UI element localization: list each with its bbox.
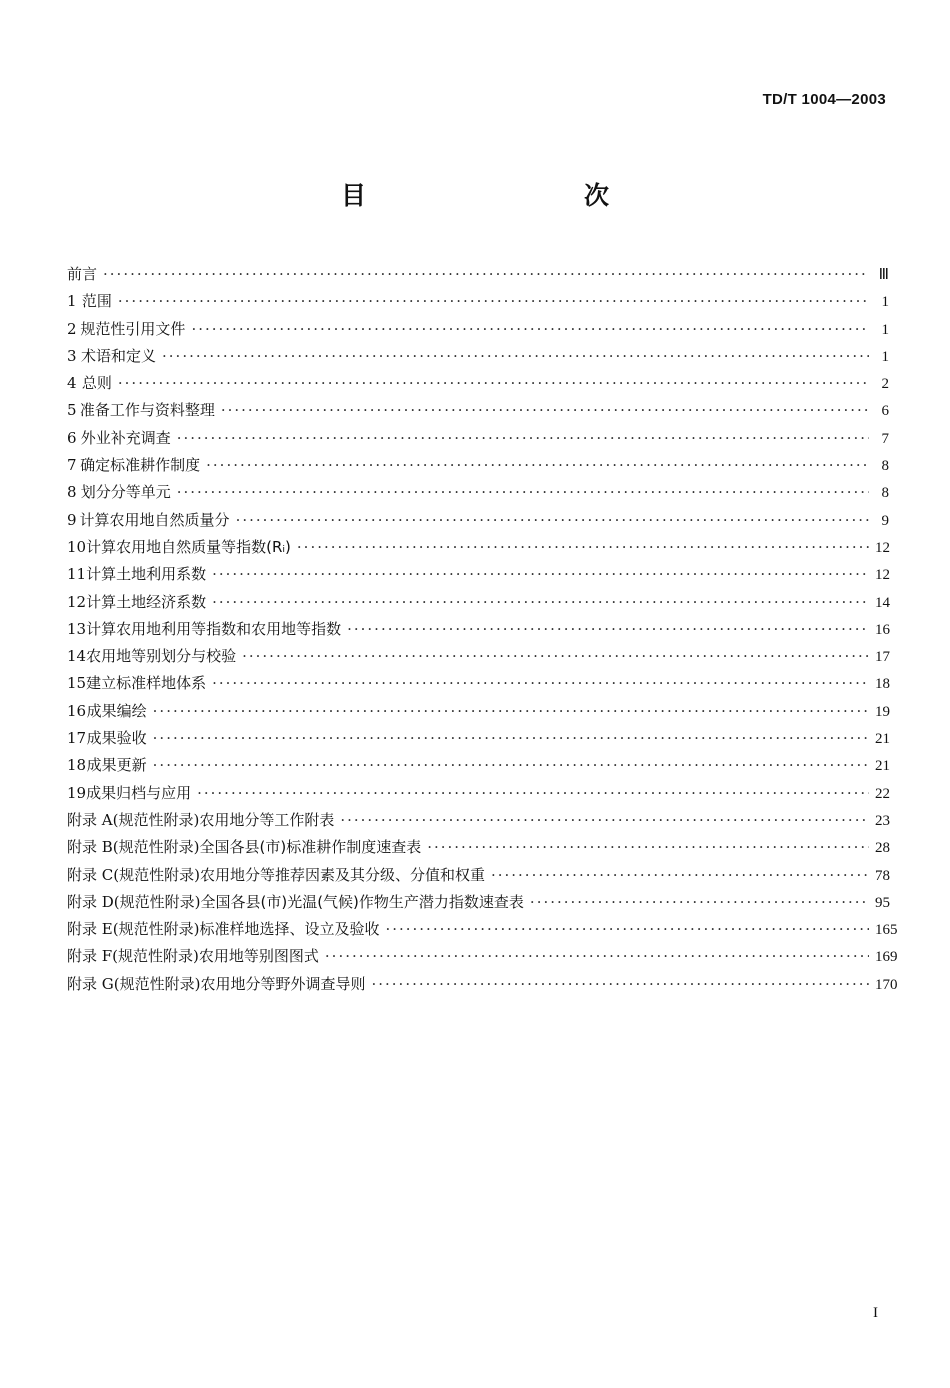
toc-entry-number: 3 bbox=[67, 346, 77, 365]
toc-entry-page: 12 bbox=[875, 539, 890, 556]
toc-entry-page: 23 bbox=[875, 812, 890, 829]
page-title: 目 次 bbox=[340, 181, 665, 210]
toc-entry[interactable] bbox=[67, 752, 889, 779]
toc-entry-number: 12 bbox=[67, 592, 87, 611]
toc-leader bbox=[491, 862, 869, 889]
toc-entry-number: 4 bbox=[67, 374, 77, 393]
appendix-prefix: 附录 B(规范性附录) bbox=[67, 838, 200, 857]
appendix-prefix: 附录 G(规范性附录) bbox=[67, 974, 201, 993]
toc-entry-label: 建立标准样地体系 bbox=[86, 674, 207, 693]
toc-entry-label: 标准样地选择、设立及验收 bbox=[199, 920, 380, 939]
appendix-prefix: 附录 A(规范性附录) bbox=[67, 810, 200, 829]
toc-leader bbox=[221, 397, 869, 424]
toc-entry-page: 2 bbox=[881, 376, 889, 393]
toc-entry-number: 9 bbox=[67, 510, 77, 529]
toc-entry[interactable] bbox=[67, 561, 889, 588]
table-of-contents bbox=[67, 261, 898, 998]
toc-entry-page: 12 bbox=[875, 567, 890, 584]
toc-leader bbox=[347, 616, 869, 643]
toc-entry-page: 1 bbox=[881, 321, 889, 338]
page-number: I bbox=[873, 1305, 878, 1321]
appendix-prefix: 附录 E(规范性附录) bbox=[67, 920, 200, 939]
toc-entry[interactable] bbox=[67, 343, 889, 370]
toc-appendix-entry[interactable] bbox=[67, 971, 898, 998]
toc-leader bbox=[371, 971, 869, 998]
toc-leader bbox=[530, 889, 869, 916]
toc-entry-number: 18 bbox=[67, 756, 87, 775]
toc-entry-label: 外业补充调查 bbox=[80, 428, 171, 447]
toc-entry-label: 计算农用地利用等指数和农用地等指数 bbox=[86, 619, 342, 638]
toc-entry-label: 划分分等单元 bbox=[80, 483, 171, 502]
toc-entry[interactable] bbox=[67, 725, 889, 752]
toc-leader bbox=[242, 643, 869, 670]
toc-entry-number: 17 bbox=[67, 729, 87, 748]
toc-entry-number: 5 bbox=[67, 401, 77, 420]
toc-entry-page: 8 bbox=[881, 485, 889, 502]
toc-appendix-entry[interactable] bbox=[67, 943, 898, 970]
toc-leader bbox=[206, 452, 869, 479]
toc-entry[interactable] bbox=[67, 507, 889, 534]
toc-entry-page: 170 bbox=[875, 976, 898, 993]
toc-entry-number: 7 bbox=[67, 456, 77, 475]
toc-appendix-entry[interactable] bbox=[67, 807, 889, 834]
toc-entry-page: Ⅲ bbox=[878, 267, 889, 283]
appendix-prefix: 附录 D(规范性附录) bbox=[67, 892, 201, 911]
toc-entry-label: 成果归档与应用 bbox=[86, 783, 192, 802]
toc-entry-label: 农用地分等野外调查导则 bbox=[200, 974, 366, 993]
toc-leader bbox=[153, 698, 869, 725]
toc-entry[interactable] bbox=[67, 589, 889, 616]
toc-entry-label: 农用地等别划分与校验 bbox=[86, 647, 237, 666]
toc-leader bbox=[297, 534, 869, 561]
toc-entry-label: 成果验收 bbox=[86, 729, 147, 748]
toc-entry-label: 全国各县(市)光温(气候)作物生产潜力指数速查表 bbox=[200, 892, 524, 911]
toc-leader bbox=[212, 589, 869, 616]
standard-code: TD/T 1004—2003 bbox=[762, 91, 886, 108]
toc-entry-number: 14 bbox=[67, 647, 87, 666]
toc-leader bbox=[177, 425, 869, 452]
toc-entry-page: 78 bbox=[875, 867, 890, 884]
toc-entry[interactable] bbox=[67, 698, 889, 725]
toc-entry-page: 21 bbox=[875, 758, 890, 775]
toc-entry[interactable] bbox=[67, 370, 889, 397]
toc-entry[interactable] bbox=[67, 425, 889, 452]
toc-entry-page: 18 bbox=[875, 676, 890, 693]
toc-entry-number: 15 bbox=[67, 674, 87, 693]
toc-leader bbox=[325, 943, 869, 970]
toc-entry-page: 9 bbox=[881, 512, 889, 529]
toc-appendix-entry[interactable] bbox=[67, 889, 889, 916]
toc-appendix-entry[interactable] bbox=[67, 916, 898, 943]
toc-entry[interactable] bbox=[67, 452, 889, 479]
toc-entry[interactable] bbox=[67, 288, 889, 315]
toc-entry-label: 准备工作与资料整理 bbox=[79, 401, 215, 420]
toc-entry-page: 28 bbox=[875, 840, 890, 857]
toc-entry-number: 16 bbox=[67, 701, 87, 720]
toc-entry-number: 2 bbox=[67, 319, 77, 338]
toc-entry-page: 6 bbox=[881, 403, 889, 420]
toc-entry-preface[interactable] bbox=[67, 261, 889, 288]
toc-leader bbox=[340, 807, 869, 834]
toc-entry[interactable] bbox=[67, 534, 889, 561]
toc-entry-label: 农用地分等工作附表 bbox=[199, 810, 335, 829]
toc-entry-page: 1 bbox=[881, 294, 889, 311]
toc-appendix-entry[interactable] bbox=[67, 862, 889, 889]
toc-leader bbox=[162, 343, 869, 370]
toc-entry[interactable] bbox=[67, 479, 889, 506]
toc-entry-page: 22 bbox=[875, 785, 890, 802]
toc-leader bbox=[191, 316, 869, 343]
toc-leader bbox=[153, 725, 869, 752]
toc-entry-label: 成果更新 bbox=[86, 756, 147, 775]
toc-entry-label: 成果编绘 bbox=[86, 701, 147, 720]
toc-entry-page: 1 bbox=[881, 348, 889, 365]
appendix-prefix: 附录 F(规范性附录) bbox=[67, 947, 199, 966]
toc-leader bbox=[236, 507, 869, 534]
toc-entry-page: 14 bbox=[875, 594, 890, 611]
toc-entry-label: 计算土地经济系数 bbox=[86, 592, 207, 611]
toc-entry-page: 95 bbox=[875, 894, 890, 911]
toc-entry-page: 169 bbox=[875, 949, 898, 966]
toc-leader bbox=[103, 261, 869, 288]
toc-leader bbox=[212, 561, 869, 588]
toc-entry-label: 全国各县(市)标准耕作制度速查表 bbox=[199, 838, 422, 857]
toc-entry-number: 8 bbox=[67, 483, 77, 502]
toc-entry-number: 11 bbox=[67, 565, 87, 584]
toc-leader bbox=[177, 479, 869, 506]
toc-leader bbox=[197, 780, 869, 807]
toc-entry-label: 规范性引用文件 bbox=[80, 319, 186, 338]
toc-entry-label: 农用地等别图图式 bbox=[198, 947, 319, 966]
toc-leader bbox=[153, 752, 869, 779]
toc-leader bbox=[212, 670, 869, 697]
toc-entry[interactable] bbox=[67, 670, 889, 697]
toc-entry[interactable] bbox=[67, 316, 889, 343]
toc-entry-number: 13 bbox=[67, 619, 87, 638]
toc-entry[interactable] bbox=[67, 397, 889, 424]
toc-entry[interactable] bbox=[67, 616, 889, 643]
toc-leader bbox=[427, 834, 869, 861]
toc-entry-label: 计算土地利用系数 bbox=[86, 565, 207, 584]
toc-entry-label: 前言 bbox=[67, 265, 98, 283]
toc-leader bbox=[385, 916, 869, 943]
toc-entry-label: 术语和定义 bbox=[81, 346, 157, 365]
toc-entry[interactable] bbox=[67, 643, 889, 670]
toc-entry-number: 1 bbox=[67, 292, 77, 311]
toc-entry-number: 6 bbox=[67, 428, 77, 447]
toc-leader bbox=[118, 370, 869, 397]
toc-entry[interactable] bbox=[67, 780, 889, 807]
toc-entry-page: 21 bbox=[875, 731, 890, 748]
toc-entry-page: 7 bbox=[881, 430, 889, 447]
toc-entry-label: 农用地分等推荐因素及其分级、分值和权重 bbox=[199, 865, 485, 884]
appendix-prefix: 附录 C(规范性附录) bbox=[67, 865, 200, 884]
toc-entry-label: 总则 bbox=[81, 374, 112, 393]
toc-appendix-entry[interactable] bbox=[67, 834, 889, 861]
toc-entry-page: 16 bbox=[875, 621, 890, 638]
toc-entry-label: 确定标准耕作制度 bbox=[80, 456, 201, 475]
toc-leader bbox=[118, 288, 869, 315]
toc-entry-page: 17 bbox=[875, 649, 890, 666]
toc-entry-label: 范围 bbox=[81, 292, 112, 311]
toc-entry-page: 19 bbox=[875, 703, 890, 720]
toc-entry-number: 10 bbox=[67, 537, 87, 556]
toc-entry-label: 计算农用地自然质量分 bbox=[79, 510, 230, 529]
toc-entry-page: 8 bbox=[881, 458, 889, 475]
toc-entry-page: 165 bbox=[875, 922, 898, 939]
toc-entry-label: 计算农用地自然质量等指数(Rᵢ) bbox=[86, 537, 291, 556]
toc-entry-number: 19 bbox=[67, 783, 87, 802]
